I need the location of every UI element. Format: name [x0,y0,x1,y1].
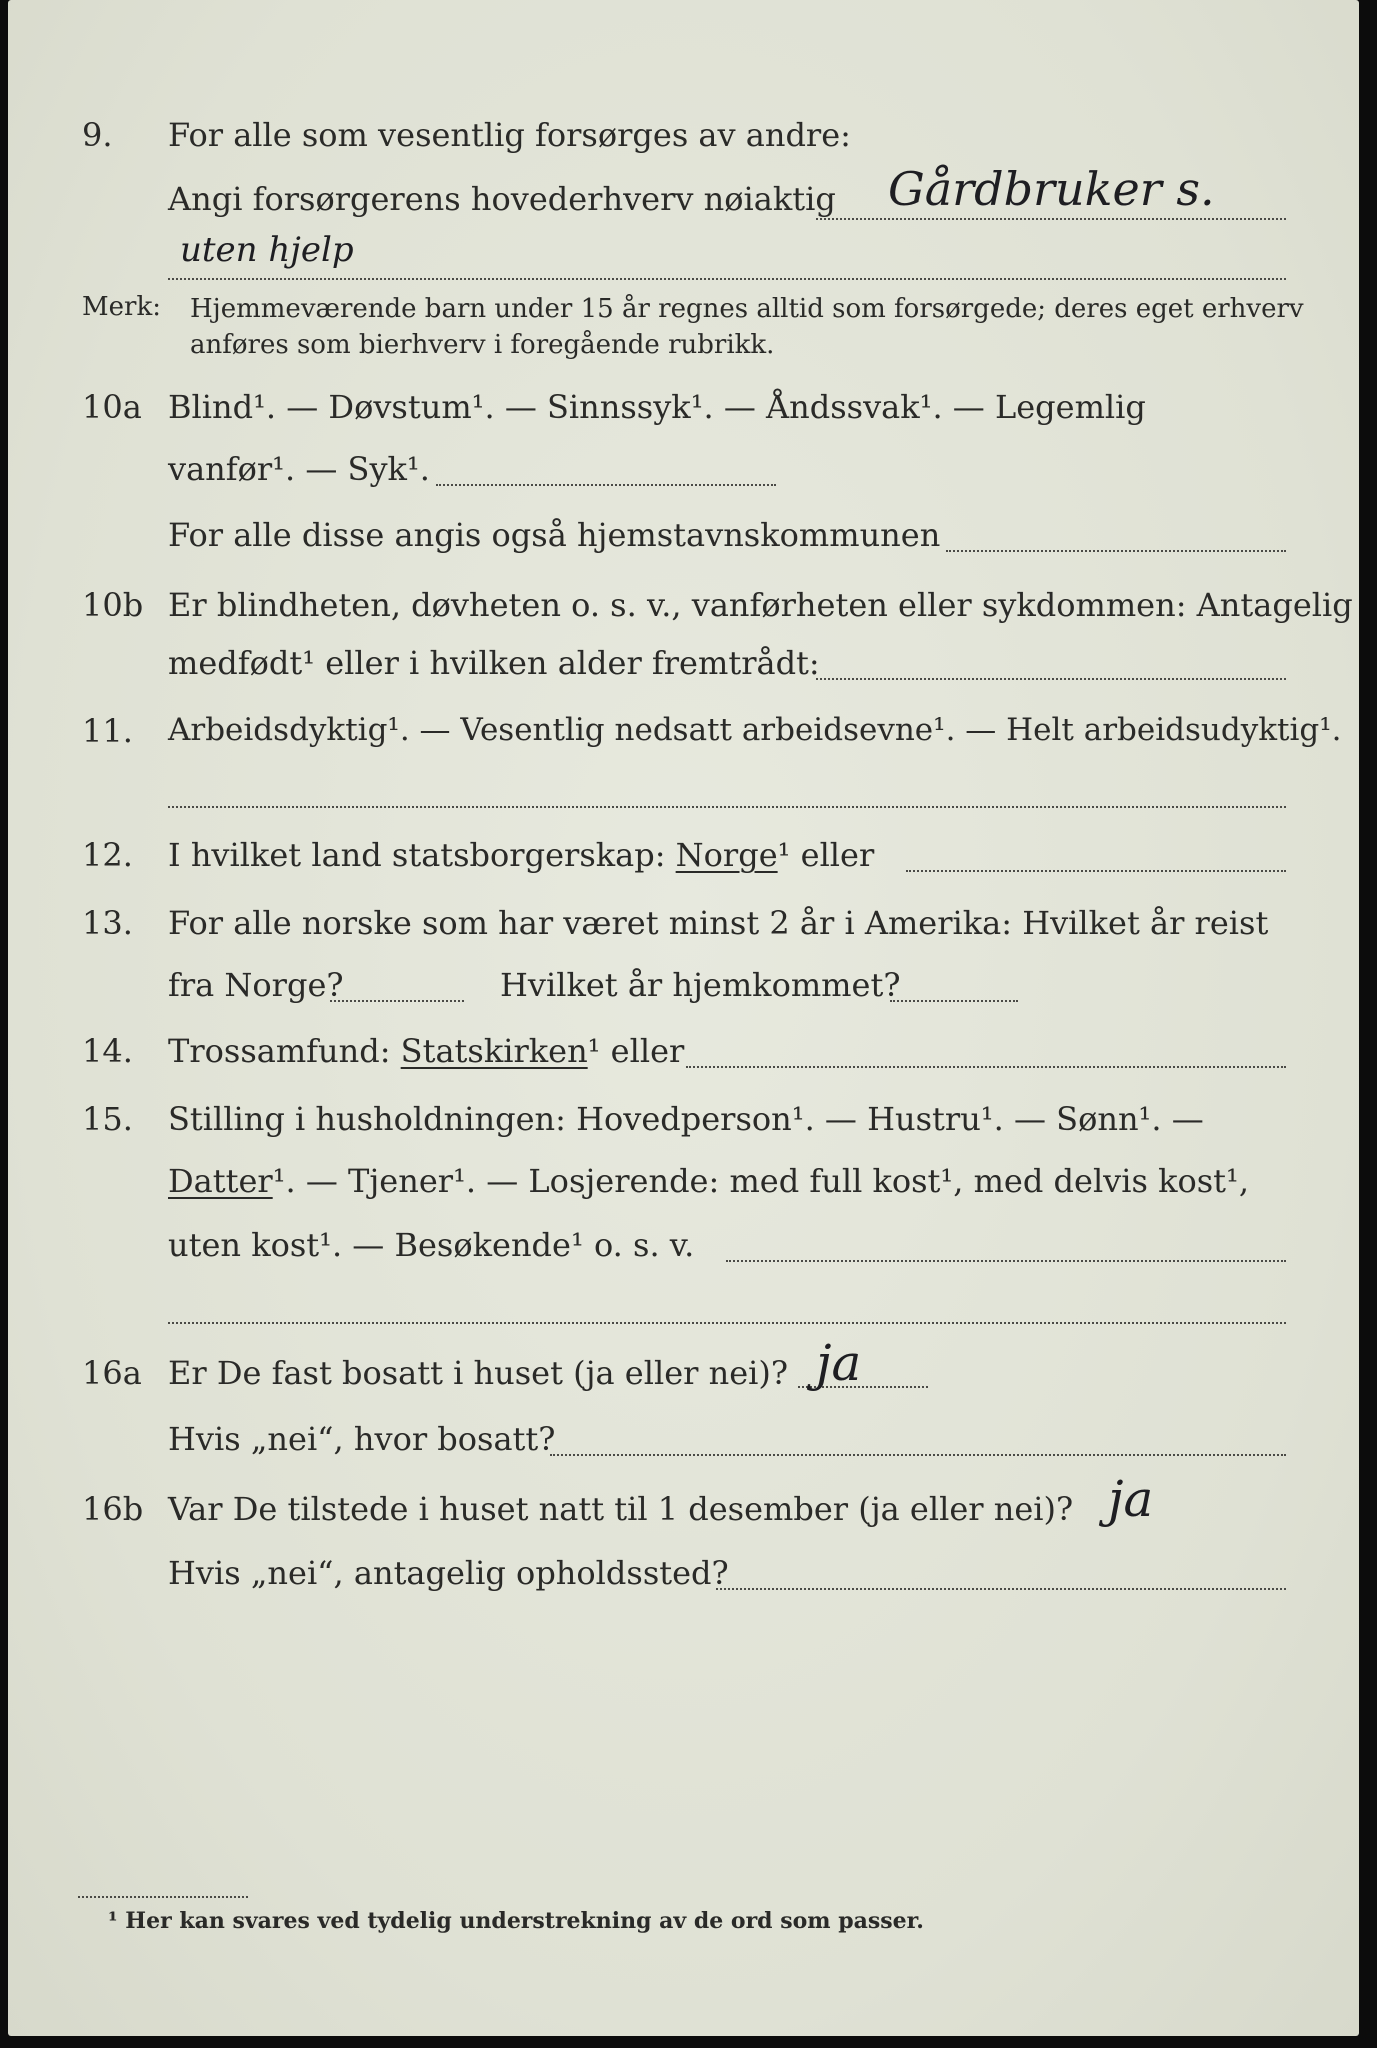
answer-line [890,1000,1018,1002]
question-15-line-3 [8,1222,1359,1270]
question-number: 15. [82,1100,133,1138]
note-text: anføres som bierhverv i foregående rubrikk. [190,330,775,360]
question-16b-line-2 [8,1550,1359,1598]
question-number: 14. [82,1032,133,1070]
handwritten-answer: Gårdbruker s. [888,162,1215,216]
question-text: Er De fast bosatt i huset (ja eller nei)? [168,1354,789,1392]
question-text: Blind¹. — Døvstum¹. — Sinnssyk¹. — Åndssvak¹. — Legemlig [168,388,1146,426]
question-text: uten kost¹. — Besøkende¹ o. s. v. [168,1226,695,1264]
question-number: 16b [82,1490,144,1528]
question-text: Hvilket år hjemkommet? [500,966,901,1004]
question-text [168,836,874,874]
question-text: Stilling i husholdningen: Hovedperson¹. — Hustru¹. — Sønn¹. — [168,1100,1204,1138]
answer-line [686,1066,1286,1068]
note-label: Merk: [82,292,161,322]
answer-line [330,1000,464,1002]
question-15-line-2 [8,1158,1359,1206]
answer-line [716,1588,1286,1590]
question-9-line-2 [8,162,1359,224]
answer-line [168,278,1286,280]
question-text-post: ¹ eller [777,836,875,874]
handwritten-answer: uten hjelp [180,230,354,270]
answer-line [550,1454,1286,1456]
question-16b [8,1470,1359,1534]
question-text: Arbeidsdyktig¹. — Vesentlig nedsatt arbeidsevne¹. — Helt arbeidsudyktig¹. [168,712,1342,748]
census-form-page [8,0,1359,2036]
question-number: 10b [82,586,144,624]
question-16a [8,1334,1359,1398]
question-9-line-3 [8,230,1359,286]
question-text: vanfør¹. — Syk¹. [168,450,430,488]
handwritten-answer: ja [816,1334,862,1392]
footnote: ¹ Her kan svares ved tydelig understrekning av de ord som passer. [108,1908,924,1934]
question-text: Hvis „nei“, hvor bosatt? [168,1420,556,1458]
question-text: Angi forsørgerens hovederhverv nøiaktig [168,180,836,218]
handwritten-answer: ja [1108,1470,1154,1528]
answer-line [946,550,1286,552]
answer-line [726,1260,1286,1262]
question-number: 11. [82,712,133,750]
question-text: For alle som vesentlig forsørges av andre: [168,116,851,154]
question-text-pre: Trossamfund: [168,1032,391,1070]
question-10b-line-2 [8,640,1359,688]
question-12 [8,832,1359,880]
question-13 [8,900,1359,948]
question-text: medfødt¹ eller i hvilken alder fremtrådt: [168,644,820,682]
question-10a-line-2 [8,446,1359,494]
question-text [168,1162,1249,1200]
question-11 [8,708,1359,756]
question-number: 9. [82,116,113,154]
question-14 [8,1028,1359,1076]
question-text: fra Norge? [168,966,344,1004]
answer-line [168,806,1286,808]
footnote-rule [78,1896,248,1898]
question-text: Er blindheten, døvheten o. s. v., vanførheten eller sykdommen: Antagelig [168,586,1353,624]
answer-line [436,484,776,486]
question-13-line-2 [8,962,1359,1010]
question-text: For alle norske som har været minst 2 år i Amerika: Hvilket år reist [168,904,1269,942]
question-text: Var De tilstede i huset natt til 1 desember (ja eller nei)? [168,1490,1074,1528]
question-text-rest: ¹. — Tjener¹. — Losjerende: med full kost¹, med delvis kost¹, [272,1162,1250,1200]
question-text: For alle disse angis også hjemstavnskommunen [168,516,941,554]
question-text-post: ¹ eller [587,1032,685,1070]
question-number: 13. [82,904,133,942]
question-10b [8,582,1359,630]
answer-line [816,218,1286,220]
question-text-pre: I hvilket land statsborgerskap: [168,836,666,874]
question-10a [8,384,1359,432]
question-10a-line-3 [8,512,1359,560]
question-text [168,1032,684,1070]
note-text: Hjemmeværende barn under 15 år regnes alltid som forsørgede; deres eget erhverv [190,294,1304,324]
question-text: Hvis „nei“, antagelig opholdssted? [168,1554,729,1592]
answer-line [906,870,1286,872]
underlined-answer: Norge [675,836,778,874]
question-number: 12. [82,836,133,874]
question-number: 16a [82,1354,142,1392]
question-16a-line-2 [8,1416,1359,1464]
underlined-answer: Datter [168,1162,273,1200]
answer-line [816,678,1286,680]
question-number: 10a [82,388,142,426]
underlined-answer: Statskirken [400,1032,588,1070]
question-15 [8,1096,1359,1144]
answer-line [168,1322,1286,1324]
question-9 [8,112,1359,160]
